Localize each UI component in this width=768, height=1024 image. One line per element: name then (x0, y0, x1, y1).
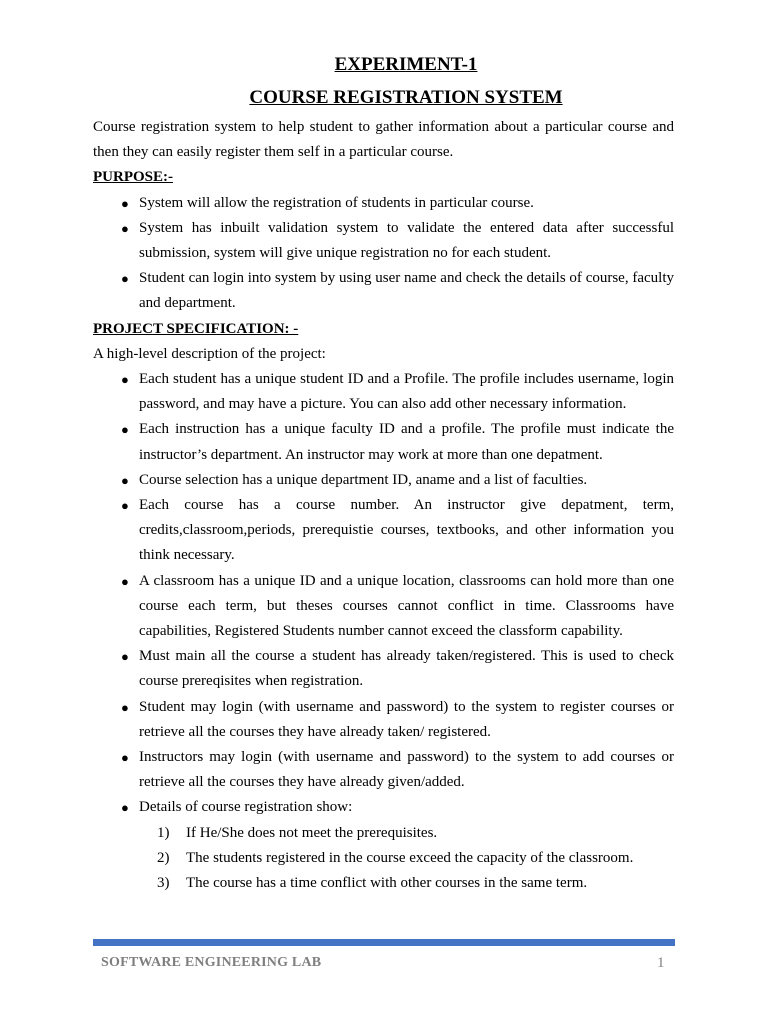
purpose-heading: PURPOSE:- (93, 169, 173, 186)
bullet-icon: ● (121, 271, 129, 287)
bullet-icon: ● (121, 498, 129, 514)
footer-title: SOFTWARE ENGINEERING LAB (101, 955, 322, 970)
bullet-icon: ● (121, 750, 129, 766)
document-page (93, 50, 674, 896)
spec-heading: PROJECT SPECIFICATION: - (93, 320, 299, 337)
list-item: ● Each course has a course number. An instructor give depatment, term, credits,classroom,periods, prerequistie courses, textbooks, and other information you think necessary. (139, 493, 674, 569)
list-item: ● Instructors may login (with username and password) to the system to add courses or retrieve all the courses they have already given/added. (139, 745, 674, 795)
footer-divider (93, 939, 675, 946)
list-item: ● Must main all the course a student has already taken/registered. This is used to check course prereqisites when registration. (139, 644, 674, 694)
list-item: ● Each student has a unique student ID and a Profile. The profile includes username, login password, and may have a picture. You can also add other necessary information. (139, 367, 674, 417)
spec-lead: A high-level description of the project: (93, 345, 326, 362)
registration-conditions-list (93, 821, 674, 897)
list-item: ● Each instruction has a unique faculty ID and a profile. The profile must indicate the instructor’s department. An instructor may work at more than one depatment. (139, 417, 674, 467)
numbered-item: 1) If He/She does not meet the prerequisites. (157, 824, 438, 841)
page-number: 1 (657, 955, 665, 971)
page-title: EXPERIMENT-1 (334, 54, 478, 75)
list-item: ● A classroom has a unique ID and a unique location, classrooms can hold more than one course each term, but theses courses cannot conflict in time. Classrooms have capabilities, Registered Students number cannot exceed the classform capability. (139, 569, 674, 645)
list-item: ● Student can login into system by using user name and check the details of course, faculty and department. (139, 266, 674, 316)
bullet-icon: ● (121, 220, 129, 236)
list-item: ● Details of course registration show: (139, 795, 674, 820)
purpose-list (93, 191, 674, 317)
bullet-icon: ● (121, 195, 129, 211)
bullet-icon: ● (121, 699, 129, 715)
numbered-item: 3) The course has a time conflict with other courses in the same term. (157, 875, 588, 892)
spec-list (93, 367, 674, 821)
bullet-icon: ● (121, 422, 129, 438)
bullet-icon: ● (121, 800, 129, 816)
list-item: ● System will allow the registration of students in particular course. (139, 191, 674, 216)
list-item: ● Course selection has a unique department ID, aname and a list of faculties. (139, 468, 674, 493)
numbered-item: 2) The students registered in the course exceed the capacity of the classroom. (157, 849, 634, 866)
bullet-icon: ● (121, 472, 129, 488)
intro-paragraph: Course registration system to help student to gather information about a particular course and then they can easily register them self in a particular course. (93, 119, 674, 161)
bullet-icon: ● (121, 573, 129, 589)
list-item: ● Student may login (with username and password) to the system to register courses or retrieve all the courses they have already taken/ registered. (139, 695, 674, 745)
bullet-icon: ● (121, 649, 129, 665)
bullet-icon: ● (121, 372, 129, 388)
page-subtitle: COURSE REGISTRATION SYSTEM (249, 87, 563, 108)
list-item: ● System has inbuilt validation system to validate the entered data after successful submission, system will give unique registration no for each student. (139, 216, 674, 266)
